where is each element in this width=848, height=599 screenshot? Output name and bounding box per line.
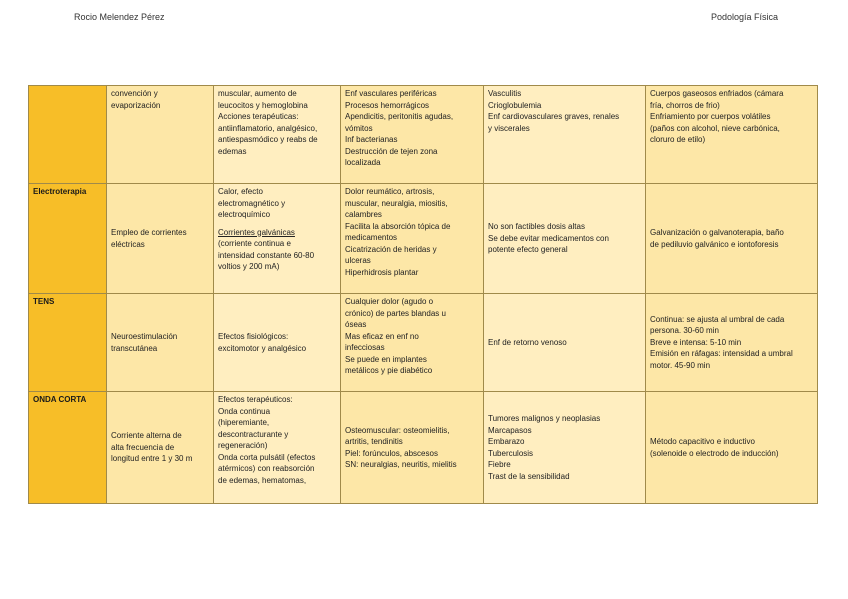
effects-cell: Calor, efecto electromagnético y electroquímico Corrientes galvánicas (corriente continua e intensidad constante 60-80 voltios y 200 mA) [214,184,341,294]
effects-cell: Efectos fisiológicos: excitomotor y analgésico [214,294,341,392]
application-cell: Galvanización o galvanoterapia, baño de pediluvio galvánico e iontoforesis [646,184,818,294]
application-cell: Continua: se ajusta al umbral de cada persona. 30-60 min Breve e intensa: 5-10 min Emisión en ráfagas: intensidad a umbral motor. 45-90 min [646,294,818,392]
indications-cell: Cualquier dolor (agudo o crónico) de partes blandas u óseas Mas eficaz en enf no infecciosas Se puede en implantes metálicos y pie diabético [341,294,484,392]
effects-cell: muscular, aumento de leucocitos y hemoglobina Acciones terapéuticas: antiinflamatorio, analgésico, antiespasmódico y reabs de edemas [214,86,341,184]
contraindications-cell: Vasculitis Crioglobulemia Enf cardiovasculares graves, renales y viscerales [484,86,646,184]
definition-cell: Neuroestimulación transcutánea [107,294,214,392]
therapy-name-cell: TENS [29,294,107,392]
definition-cell: convención y evaporización [107,86,214,184]
indications-cell: Enf vasculares periféricas Procesos hemorrágicos Apendicitis, peritonitis agudas, vómitos Inf bacterianas Destrucción de tejen zona localizada [341,86,484,184]
indications-cell: Dolor reumático, artrosis, muscular, neuralgia, miositis, calambres Facilita la absorción tópica de medicamentos Cicatrización de heridas y ulceras Hiperhidrosis plantar [341,184,484,294]
definition-cell: Corriente alterna de alta frecuencia de longitud entre 1 y 30 m [107,392,214,504]
table-row [29,184,818,294]
author-name: Rocio Melendez Pérez [74,12,165,22]
indications-cell: Osteomuscular: osteomielitis, artritis, tendinitis Piel: forúnculos, abscesos SN: neuralgias, neuritis, mielitis [341,392,484,504]
contraindications-cell: Enf de retorno venoso [484,294,646,392]
therapy-name-cell: ONDA CORTA [29,392,107,504]
application-cell: Cuerpos gaseosos enfriados (cámara fría, chorros de frio) Enfriamiento por cuerpos volátiles (paños con alcohol, nieve carbónica, cloruro de etilo) [646,86,818,184]
table-row [29,294,818,392]
table-row [29,392,818,504]
contraindications-cell: Tumores malignos y neoplasias Marcapasos Embarazo Tuberculosis Fiebre Trast de la sensibilidad [484,392,646,504]
effects-cell: Efectos terapéuticos: Onda continua (hiperemiante, descontracturante y regeneración) Onda corta pulsátil (efectos atérmicos) con reabsorción de edemas, hematomas, [214,392,341,504]
therapy-table [28,85,818,504]
subject-title: Podología Física [710,12,778,22]
therapy-name-cell: Electroterapia [29,184,107,294]
definition-cell: Empleo de corrientes eléctricas [107,184,214,294]
contraindications-cell: No son factibles dosis altas Se debe evitar medicamentos con potente efecto general [484,184,646,294]
application-cell: Método capacitivo e inductivo (solenoide o electrodo de inducción) [646,392,818,504]
table-row [29,86,818,184]
therapy-name-cell [29,86,107,184]
